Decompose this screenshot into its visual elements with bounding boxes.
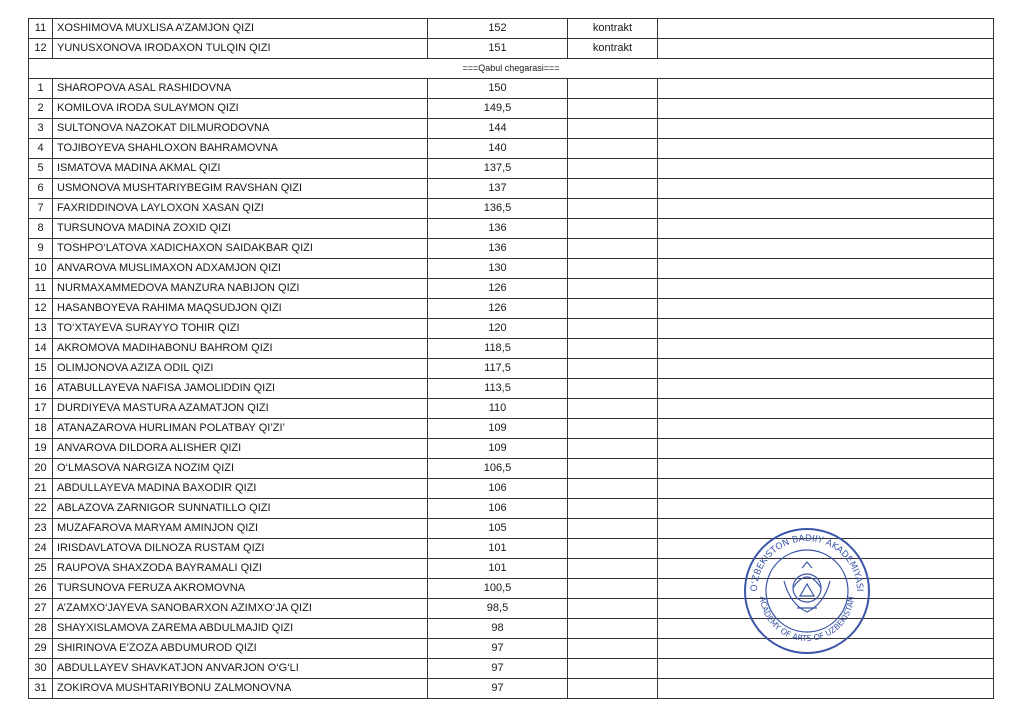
table-row xyxy=(29,439,994,459)
student-name: ZOKIROVA MUSHTARIYBONU ZALMONOVNA xyxy=(53,679,428,699)
score-value: 126 xyxy=(428,299,568,319)
table-row xyxy=(29,319,994,339)
student-name: ABDULLAYEVA MADINA BAXODIR QIZI xyxy=(53,479,428,499)
empty-cell xyxy=(568,179,658,199)
score-value: 106 xyxy=(428,479,568,499)
empty-cell xyxy=(658,419,994,439)
score-value: 151 xyxy=(428,39,568,59)
student-name: TOJIBOYEVA SHAHLOXON BAHRAMOVNA xyxy=(53,139,428,159)
empty-cell xyxy=(568,459,658,479)
row-number: 13 xyxy=(29,319,53,339)
score-value: 117,5 xyxy=(428,359,568,379)
emblem-icon xyxy=(784,562,830,612)
score-value: 140 xyxy=(428,139,568,159)
score-value: 152 xyxy=(428,19,568,39)
empty-cell xyxy=(568,199,658,219)
row-number: 7 xyxy=(29,199,53,219)
empty-cell xyxy=(568,579,658,599)
student-name: SHIRINOVA E’ZOZA ABDUMUROD QIZI xyxy=(53,639,428,659)
row-number: 29 xyxy=(29,639,53,659)
empty-cell xyxy=(568,359,658,379)
row-number: 19 xyxy=(29,439,53,459)
table-row xyxy=(29,419,994,439)
student-name: O‘LMASOVA NARGIZA NOZIM QIZI xyxy=(53,459,428,479)
score-value: 109 xyxy=(428,439,568,459)
score-value: 144 xyxy=(428,119,568,139)
empty-cell xyxy=(568,99,658,119)
table-row xyxy=(29,399,994,419)
row-number: 31 xyxy=(29,679,53,699)
row-number: 20 xyxy=(29,459,53,479)
table-row xyxy=(29,659,994,679)
empty-cell xyxy=(568,419,658,439)
student-name: TURSUNOVA MADINA ZOXID QIZI xyxy=(53,219,428,239)
empty-cell xyxy=(568,239,658,259)
score-value: 97 xyxy=(428,639,568,659)
empty-cell xyxy=(658,459,994,479)
student-name: RAUPOVA SHAXZODA BAYRAMALI QIZI xyxy=(53,559,428,579)
empty-cell xyxy=(658,19,994,39)
student-name: NURMAXAMMEDOVA MANZURA NABIJON QIZI xyxy=(53,279,428,299)
empty-cell xyxy=(568,119,658,139)
score-value: 105 xyxy=(428,519,568,539)
row-number: 17 xyxy=(29,399,53,419)
table-row xyxy=(29,79,994,99)
empty-cell xyxy=(658,219,994,239)
empty-cell xyxy=(658,339,994,359)
score-value: 109 xyxy=(428,419,568,439)
admission-threshold-label: ===Qabul chegarasi=== xyxy=(29,59,994,79)
row-number: 14 xyxy=(29,339,53,359)
row-number: 12 xyxy=(29,299,53,319)
score-value: 101 xyxy=(428,559,568,579)
empty-cell xyxy=(568,519,658,539)
row-number: 1 xyxy=(29,79,53,99)
empty-cell xyxy=(568,299,658,319)
empty-cell xyxy=(658,299,994,319)
table-row xyxy=(29,239,994,259)
row-number: 26 xyxy=(29,579,53,599)
score-value: 98,5 xyxy=(428,599,568,619)
table-row xyxy=(29,379,994,399)
empty-cell xyxy=(658,39,994,59)
score-value: 150 xyxy=(428,79,568,99)
student-name: A’ZAMXO‘JAYEVA SANOBARXON AZIMXO‘JA QIZI xyxy=(53,599,428,619)
score-value: 98 xyxy=(428,619,568,639)
student-name: IRISDAVLATOVA DILNOZA RUSTAM QIZI xyxy=(53,539,428,559)
score-value: 126 xyxy=(428,279,568,299)
row-number: 3 xyxy=(29,119,53,139)
row-number: 10 xyxy=(29,259,53,279)
empty-cell xyxy=(658,139,994,159)
student-name: XOSHIMOVA MUXLISA A’ZAMJON QIZI xyxy=(53,19,428,39)
score-value: 101 xyxy=(428,539,568,559)
empty-cell xyxy=(658,99,994,119)
score-value: 110 xyxy=(428,399,568,419)
row-number: 16 xyxy=(29,379,53,399)
score-value: 136,5 xyxy=(428,199,568,219)
table-row xyxy=(29,99,994,119)
row-number: 25 xyxy=(29,559,53,579)
empty-cell xyxy=(568,339,658,359)
table-row xyxy=(29,219,994,239)
row-number: 9 xyxy=(29,239,53,259)
student-name: TURSUNOVA FERUZA AKROMOVNA xyxy=(53,579,428,599)
score-value: 113,5 xyxy=(428,379,568,399)
empty-cell xyxy=(568,159,658,179)
empty-cell xyxy=(568,259,658,279)
empty-cell xyxy=(568,639,658,659)
empty-cell xyxy=(568,219,658,239)
score-value: 100,5 xyxy=(428,579,568,599)
score-value: 130 xyxy=(428,259,568,279)
row-number: 28 xyxy=(29,619,53,639)
row-number: 18 xyxy=(29,419,53,439)
row-number: 30 xyxy=(29,659,53,679)
empty-cell xyxy=(568,539,658,559)
student-name: AKROMOVA MADIHABONU BAHROM QIZI xyxy=(53,339,428,359)
payment-type: kontrakt xyxy=(568,19,658,39)
student-name: YUNUSXONOVA IRODAXON TULQIN QIZI xyxy=(53,39,428,59)
row-number: 4 xyxy=(29,139,53,159)
table-row xyxy=(29,159,994,179)
row-number: 21 xyxy=(29,479,53,499)
empty-cell xyxy=(568,439,658,459)
seal-text-top: O‘ZBEKISTON BADIIY AKADEMIYASI xyxy=(749,533,865,592)
student-name: DURDIYEVA MASTURA AZAMATJON QIZI xyxy=(53,399,428,419)
student-name: ATANAZAROVA HURLIMAN POLATBAY QI’ZI’ xyxy=(53,419,428,439)
row-number: 23 xyxy=(29,519,53,539)
table-row xyxy=(29,299,994,319)
table-row xyxy=(29,279,994,299)
student-name: ISMATOVA MADINA AKMAL QIZI xyxy=(53,159,428,179)
student-name: MUZAFAROVA MARYAM AMINJON QIZI xyxy=(53,519,428,539)
table-row xyxy=(29,359,994,379)
admission-threshold-row xyxy=(29,59,994,79)
payment-type: kontrakt xyxy=(568,39,658,59)
empty-cell xyxy=(568,79,658,99)
empty-cell xyxy=(658,399,994,419)
score-value: 97 xyxy=(428,659,568,679)
student-name: ABLAZOVA ZARNIGOR SUNNATILLO QIZI xyxy=(53,499,428,519)
student-name: HASANBOYEVA RAHIMA MAQSUDJON QIZI xyxy=(53,299,428,319)
table-row xyxy=(29,479,994,499)
score-value: 136 xyxy=(428,219,568,239)
table-row xyxy=(29,679,994,699)
empty-cell xyxy=(568,319,658,339)
row-number: 24 xyxy=(29,539,53,559)
table-row xyxy=(29,179,994,199)
empty-cell xyxy=(658,179,994,199)
student-name: ANVAROVA MUSLIMAXON ADXAMJON QIZI xyxy=(53,259,428,279)
row-number: 5 xyxy=(29,159,53,179)
empty-cell xyxy=(658,119,994,139)
row-number: 2 xyxy=(29,99,53,119)
student-name: SULTONOVA NAZOKAT DILMURODOVNA xyxy=(53,119,428,139)
student-name: OLIMJONOVA AZIZA ODIL QIZI xyxy=(53,359,428,379)
table-row xyxy=(29,499,994,519)
score-value: 137 xyxy=(428,179,568,199)
score-value: 118,5 xyxy=(428,339,568,359)
score-value: 106 xyxy=(428,499,568,519)
score-value: 149,5 xyxy=(428,99,568,119)
table-row xyxy=(29,139,994,159)
empty-cell xyxy=(658,479,994,499)
seal-text-bottom: ACADEMY OF ARTS OF UZBEKISTAN xyxy=(758,595,857,644)
table-row xyxy=(29,39,994,59)
empty-cell xyxy=(658,239,994,259)
score-value: 120 xyxy=(428,319,568,339)
empty-cell xyxy=(658,679,994,699)
empty-cell xyxy=(658,439,994,459)
empty-cell xyxy=(568,659,658,679)
row-number: 27 xyxy=(29,599,53,619)
student-name: SHAROPOVA ASAL RASHIDOVNA xyxy=(53,79,428,99)
student-name: USMONOVA MUSHTARIYBEGIM RAVSHAN QIZI xyxy=(53,179,428,199)
empty-cell xyxy=(568,499,658,519)
academy-seal-stamp xyxy=(742,526,872,656)
empty-cell xyxy=(658,319,994,339)
row-number: 12 xyxy=(29,39,53,59)
student-name: TO‘XTAYEVA SURAYYO TOHIR QIZI xyxy=(53,319,428,339)
table-row xyxy=(29,259,994,279)
student-name: TOSHPO‘LATOVA XADICHAXON SAIDAKBAR QIZI xyxy=(53,239,428,259)
score-value: 97 xyxy=(428,679,568,699)
empty-cell xyxy=(568,599,658,619)
row-number: 11 xyxy=(29,19,53,39)
score-value: 137,5 xyxy=(428,159,568,179)
empty-cell xyxy=(658,359,994,379)
table-row xyxy=(29,459,994,479)
empty-cell xyxy=(568,619,658,639)
score-value: 106,5 xyxy=(428,459,568,479)
table-row xyxy=(29,339,994,359)
student-name: ABDULLAYEV SHAVKATJON ANVARJON O‘G‘LI xyxy=(53,659,428,679)
table-row xyxy=(29,119,994,139)
student-name: ANVAROVA DILDORA ALISHER QIZI xyxy=(53,439,428,459)
student-name: SHAYXISLAMOVA ZAREMA ABDULMAJID QIZI xyxy=(53,619,428,639)
empty-cell xyxy=(658,659,994,679)
student-name: KOMILOVA IRODA SULAYMON QIZI xyxy=(53,99,428,119)
empty-cell xyxy=(658,259,994,279)
empty-cell xyxy=(658,279,994,299)
row-number: 11 xyxy=(29,279,53,299)
empty-cell xyxy=(568,279,658,299)
empty-cell xyxy=(658,499,994,519)
student-name: FAXRIDDINOVA LAYLOXON XASAN QIZI xyxy=(53,199,428,219)
empty-cell xyxy=(568,399,658,419)
empty-cell xyxy=(568,479,658,499)
row-number: 8 xyxy=(29,219,53,239)
row-number: 6 xyxy=(29,179,53,199)
table-row xyxy=(29,199,994,219)
empty-cell xyxy=(568,139,658,159)
table-row xyxy=(29,19,994,39)
row-number: 15 xyxy=(29,359,53,379)
student-name: ATABULLAYEVA NAFISA JAMOLIDDIN QIZI xyxy=(53,379,428,399)
empty-cell xyxy=(658,379,994,399)
empty-cell xyxy=(568,379,658,399)
empty-cell xyxy=(658,199,994,219)
empty-cell xyxy=(568,559,658,579)
score-value: 136 xyxy=(428,239,568,259)
empty-cell xyxy=(568,679,658,699)
row-number: 22 xyxy=(29,499,53,519)
empty-cell xyxy=(658,79,994,99)
empty-cell xyxy=(658,159,994,179)
